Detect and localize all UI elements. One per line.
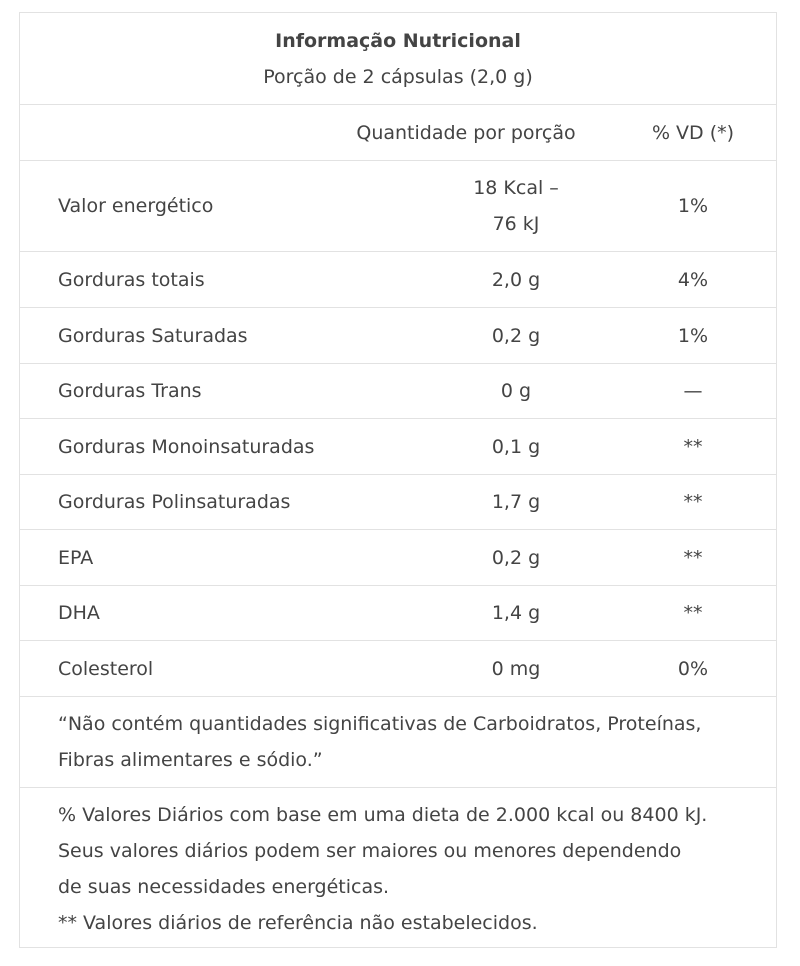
nutrient-vd: 1% (677, 324, 709, 347)
table-row (20, 475, 776, 530)
nutrient-vd: — (683, 380, 703, 402)
table-row (20, 641, 776, 697)
nutrient-name: DHA (58, 602, 100, 624)
nutrient-quantity: 1,7 g (491, 491, 541, 513)
footnote-daily-values (20, 788, 776, 947)
nutrient-quantity: 0 mg (491, 657, 541, 680)
footnote-line: Fibras alimentares e sódio.” (58, 749, 323, 771)
nutrient-vd: 4% (677, 268, 709, 291)
nutrient-vd: ** (683, 491, 703, 513)
nutrient-name: Gorduras Monoinsaturadas (58, 435, 315, 458)
column-header-row (20, 105, 776, 161)
nutrient-vd: 1% (677, 195, 709, 217)
nutrient-name: Gorduras totais (58, 268, 205, 291)
table-row (20, 308, 776, 364)
table-row (20, 252, 776, 308)
nutrient-quantity: 0,2 g (491, 324, 541, 347)
nutrient-vd: ** (683, 435, 703, 458)
nutrient-quantity: 0 g (500, 380, 532, 402)
table-row (20, 364, 776, 419)
footnote-line: “Não contém quantidades significativas de Carboidratos, Proteínas, (58, 713, 702, 735)
nutrient-vd: 0% (677, 657, 709, 680)
nutrient-name: Gorduras Trans (58, 380, 202, 402)
quantity-kj: 76 kJ (492, 213, 540, 235)
footnote-nutrients (20, 697, 776, 788)
nutrient-name: Valor energético (58, 195, 214, 217)
footnote-text (58, 706, 756, 778)
table-row (20, 530, 776, 586)
nutrient-quantity: 1,4 g (491, 602, 541, 624)
nutrient-vd: ** (683, 602, 703, 624)
nutrient-name: Gorduras Saturadas (58, 324, 248, 347)
table-header (20, 13, 776, 105)
table-row (20, 586, 776, 641)
nutrient-quantity: 2,0 g (491, 268, 541, 291)
nutrient-quantity: 0,2 g (491, 546, 541, 569)
nutrient-quantity: 0,1 g (491, 435, 541, 458)
nutrient-quantity (420, 161, 612, 251)
footnote-line: ** Valores diários de referência não estabelecidos. (58, 912, 538, 934)
table-row (20, 419, 776, 475)
table-row (20, 161, 776, 252)
footnote-line: % Valores Diários com base em uma dieta de 2.000 kcal ou 8400 kJ. (58, 804, 708, 826)
footnote-line: Seus valores diários podem ser maiores ou menores dependendo (58, 840, 682, 862)
nutrient-name: Colesterol (58, 657, 154, 680)
nutrient-name: Gorduras Polinsaturadas (58, 491, 291, 513)
table-title: Informação Nutricional (275, 30, 521, 52)
nutrition-table (19, 12, 777, 948)
nutrient-name: EPA (58, 546, 94, 569)
footnote-text (58, 797, 756, 941)
serving-size: Porção de 2 cápsulas (2,0 g) (263, 66, 533, 88)
column-header-quantity: Quantidade por porção (356, 121, 576, 144)
nutrient-vd: ** (683, 546, 703, 569)
column-header-vd: % VD (*) (651, 121, 735, 144)
quantity-kcal: 18 Kcal – (473, 177, 559, 199)
footnote-line: de suas necessidades energéticas. (58, 876, 390, 898)
